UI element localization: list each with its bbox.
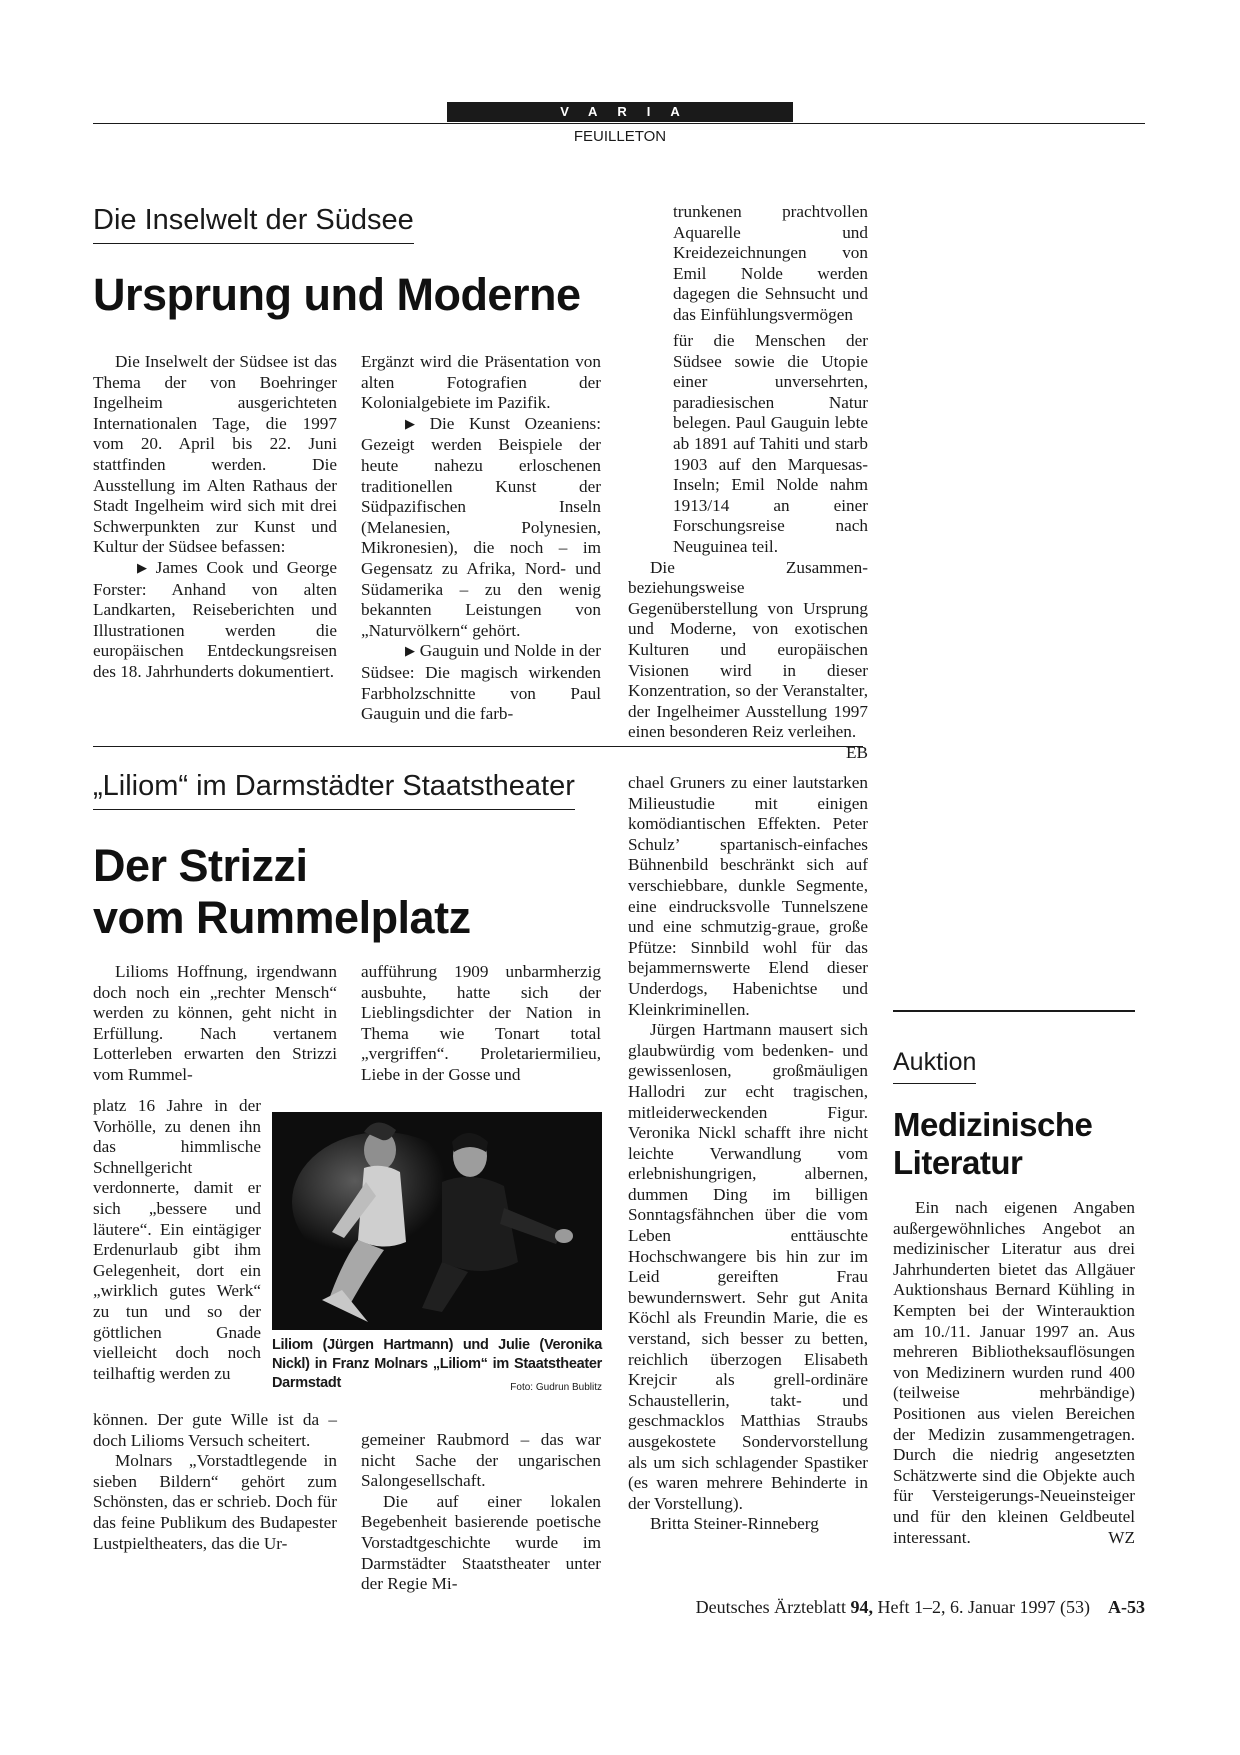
subsection-label: FEUILLETON [573,128,667,145]
article2-column-1-bottom: können. Der gute Wille ist da – doch Lilioms Versuch scheitert. Molnars „Vorstadtlegende in sieben Bildern“ gehört zum Schönsten, das er schrieb. Doch für das feine Publikum des Budapester Lustpieltheaters, das die Ur- [93,1410,337,1553]
article1-paragraph: Ergänzt wird die Präsentation von alten Fotografien der Kolonialgebiete im Pazifik. [361,352,601,413]
theatre-photo [272,1112,602,1330]
article1-kicker: Die Inselwelt der Südsee [93,204,414,244]
article3-author: WZ [1108,1527,1135,1547]
footer-volume: 94, [850,1597,874,1617]
article2-column-2-bottom: gemeiner Raubmord – das war nicht Sache der ungarischen Salongesellschaft. Die auf einer lokalen Begebenheit basierende poetische Vorstadtgeschichte wurde im Darmstädter Staatstheater unter der Regie Mi- [361,1430,601,1594]
arrow-icon: ▶ [405,643,415,659]
article3-headline: Medizinische Literatur [893,1106,1093,1181]
footer-journal: Deutsches Ärzteblatt [695,1597,847,1617]
article1-author: EB [846,742,868,762]
article1-headline: Ursprung und Moderne [93,269,581,320]
article1-column-3-top: trunkenen prachtvollen Aquarelle und Kreidezeichnungen von Emil Nolde werden dagegen die Sehnsucht und das Einfühlungsvermögen [673,202,868,324]
article2-paragraph: Jürgen Hartmann mausert sich glaubwürdig vom bedenken- und gewissenlosen, großmäuligen Hallodri zur echt tragischen, mitleiderweckenden Figur. Veronika Nickl schafft ihre nicht leichte Verwandlung vom erlebnishungrigen, albernen, dummen Ding im billigen Sonntagsfähnchen über die vom Leben enttäuschte Hochschwangere bis hin zur im Leid gereiften Frau bewundernswert. Sehr gut Anita Köchl als Freundin Marie, die es verstand, sich besser zu betten, reichlich überzogen Elisabeth Krejcir als grell-ordinäre Schaustellerin, takt- und geschmacklos Matthias Straubs ausgekostete Sondervorstellung als um sich schlagender Spastiker (es waren mehrere Behinderte in der Vorstellung). [628,1020,868,1513]
article1-paragraph: Gauguin und Nolde in der Südsee: Die magisch wirkenden Farbholzschnitte von Paul Gauguin und die farb- [361,641,602,724]
page-footer [600,1597,1145,1618]
article3-paragraph: Ein nach eigenen Angaben außergewöhnliches Angebot an medizinischer Literatur aus drei Jahrhunderten bietet das Allgäuer Auktionshaus Bernard Kühling in Kempten bei der Winterauktion am 10./11. Januar 1997 an. Aus mehreren Bibliotheksauflösungen von Medizinern wurden rund 400 (teilweise mehrbändige) Positionen aus vielen Bereichen der Medizin zusammengetragen. Durch die niedrig angesetzten Schätzwerte sind die Objekte auch für Versteigerungs-Neueinsteiger und für den kleinen Geldbeutel interessant. [893,1198,1135,1547]
article2-column-1-wrap: platz 16 Jahre in der Vorhölle, zu denen ihn das himmlische Schnellgericht verdonnerte, damit er sich „bessere und läutere“. Ein eintägiger Erdenurlaub gibt ihm Gelegenheit, dort ein „wirklich gutes Werk“ zu tun und so der göttlichen Gnade vielleicht doch noch teilhaftig werden zu [93,1096,261,1383]
article2-column-1-top: Lilioms Hoffnung, irgendwann doch noch ein „rechter Mensch“ werden zu können, geht nicht in Erfüllung. Nach vertanem Lotterleben erwarten den Strizzi vom Rummel- [93,962,337,1084]
header-rule [93,123,1145,124]
article3-kicker: Auktion [893,1048,976,1084]
article1-paragraph: Die Zusammen- beziehungsweise Gegenüberstellung von Ursprung und Moderne, von exotischen Kulturen und europäischen Visionen wird in dieser Konzentration, so der Veranstalter, der Ingelheimer Ausstellung 1997 einen besonderen Reiz verleihen. [628,557,868,742]
arrow-icon: ▶ [137,559,147,575]
article2-column-2-top: aufführung 1909 unbarmherzig ausbuhte, hatte sich der Lieblingsdichter der Nation in Thema wie Tonart total „vergriffen“. Proletariermilieu, Liebe in der Gosse und [361,962,601,1084]
photo-credit: Foto: Gudrun Bublitz [510,1382,602,1393]
article2-headline: Der Strizzi vom Rummelplatz [93,840,471,943]
article2-paragraph: chael Gruners zu einer lautstarken Milieustudie mit einigen komödiantischen Effekten. Peter Schulz’ spartanisch-einfaches Bühnenbild beschränkt sich auf verschiebbare, dunkle Segmente, eine eindrucksvolle Tunnelszene und eine schmutzig-graue, große Pfütze: Sinnbild wohl für das bejammernswerte Elend dieser Underdogs, Habenichtse und Kleinkriminellen. [628,773,868,1019]
article1-column-1 [93,352,337,683]
article2-kicker: „Liliom“ im Darmstädter Staatstheater [93,770,575,810]
footer-page-number: A-53 [1108,1597,1145,1617]
article1-paragraph: James Cook und George Forster: Anhand von alten Landkarten, Reiseberichten und Illustrationen werden die europäischen Entdeckungsreisen des 18. Jahrhunderts dokumentiert. [93,557,337,681]
article2-author: Britta Steiner-Rinneberg [650,1514,819,1534]
article1-paragraph: Die Inselwelt der Südsee ist das Thema der von Boehringer Ingelheim ausgerichteten Internationalen Tage, die 1997 vom 20. April bis 22. Juni stattfinden werden. Die Ausstellung im Alten Rathaus der Stadt Ingelheim wird sich mit drei Schwerpunkten zur Kunst und Kultur der Südsee befassen: [93,352,337,557]
section-divider [93,746,863,747]
article1-paragraph: Die Kunst Ozeaniens: Gezeigt werden Beispiele der heute nahezu erloschenen traditionellen Kunst der Südpazifischen Inseln (Melanesien, Polynesien, Mikronesien), die noch – im Gegensatz zu Afrika, Nord- und Südamerika – zu den wenig bekannten Leistungen von „Naturvölkern“ gehört. [361,413,602,640]
theatre-photo-image [272,1112,602,1330]
photo-caption: Liliom (Jürgen Hartmann) und Julie (Veronika Nickl) in Franz Molnars „Liliom“ im Staatstheater Darmstadt Foto: Gudrun Bublitz [272,1336,602,1397]
auktion-rule [893,1010,1135,1012]
footer-issue: Heft 1–2, 6. Januar 1997 (53) [877,1597,1090,1617]
section-bar: VARIA [447,102,793,122]
article3-body [893,1198,1135,1548]
arrow-icon: ▶ [405,415,415,431]
article1-paragraph: für die Menschen der Südsee sowie die Utopie einer unversehrten, paradiesischen Natur belegen. Paul Gauguin lebte ab 1891 auf Tahiti und starb 1903 auf den Marquesas-Inseln; Emil Nolde nahm 1913/14 an einer Forschungsreise nach Neuguinea teil. [673,331,868,556]
article2-column-3 [628,773,868,1535]
article1-column-3 [628,331,868,763]
article1-column-2 [361,352,601,725]
